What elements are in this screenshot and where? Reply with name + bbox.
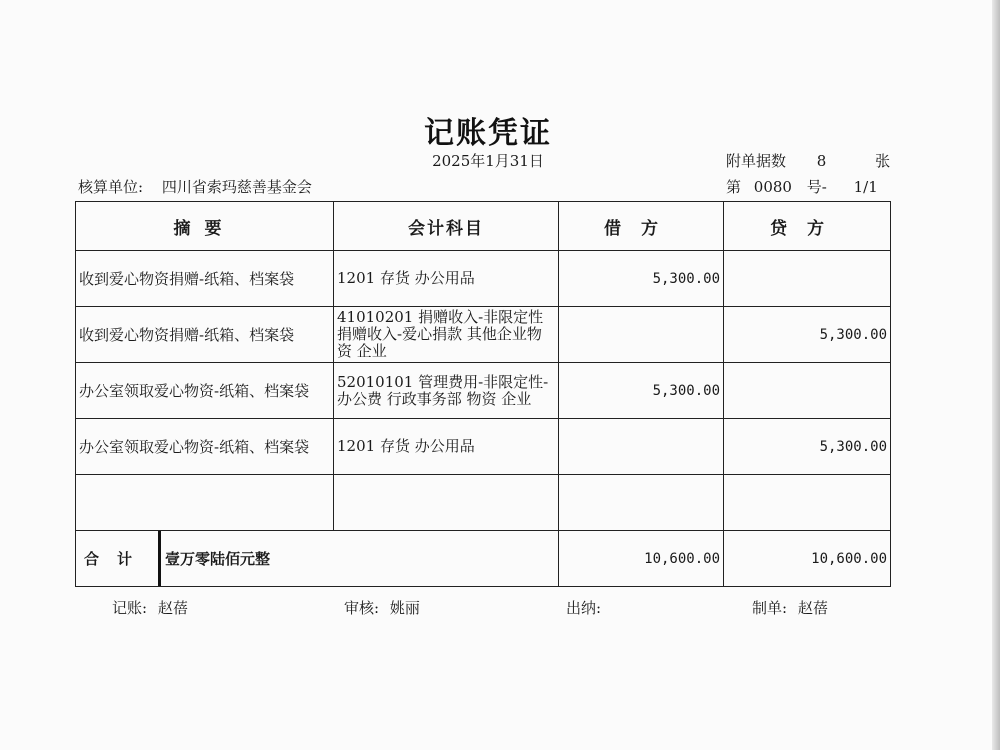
number-value: 0080 — [753, 178, 792, 196]
total-debit: 10,600.00 — [559, 531, 724, 587]
row-debit — [559, 307, 724, 363]
row-credit — [724, 251, 891, 307]
row-credit — [724, 363, 891, 419]
bookkeeper-label: 记账: — [112, 599, 148, 617]
total-cell — [76, 531, 559, 587]
voucher-table — [75, 201, 891, 587]
unit-label: 核算单位: — [78, 178, 144, 196]
header-debit: 借方 — [559, 202, 724, 251]
accounting-unit — [78, 176, 312, 197]
paper-edge — [992, 0, 1000, 750]
cashier-signature — [566, 597, 607, 618]
page-indicator: 1/1 — [853, 178, 878, 196]
header-credit: 贷方 — [724, 202, 891, 251]
row-credit — [724, 475, 891, 531]
table-row — [76, 307, 891, 363]
attachment-count — [726, 150, 890, 171]
attach-count-value: 8 — [816, 152, 827, 170]
total-row — [76, 531, 891, 587]
row-summary: 收到爱心物资捐赠-纸箱、档案袋 — [76, 251, 334, 307]
row-credit: 5,300.00 — [724, 419, 891, 475]
cashier-label: 出纳: — [566, 599, 602, 617]
row-account — [334, 475, 559, 531]
row-account: 1201 存货 办公用品 — [334, 419, 559, 475]
header-summary: 摘要 — [76, 202, 334, 251]
row-account: 1201 存货 办公用品 — [334, 251, 559, 307]
total-credit: 10,600.00 — [724, 531, 891, 587]
table-row — [76, 251, 891, 307]
row-summary: 办公室领取爱心物资-纸箱、档案袋 — [76, 419, 334, 475]
header-row — [76, 202, 891, 251]
table-row — [76, 419, 891, 475]
reviewer-signature — [344, 597, 420, 618]
total-amount-words: 壹万零陆佰元整 — [158, 531, 558, 586]
row-debit: 5,300.00 — [559, 251, 724, 307]
number-suffix: 号- — [806, 178, 827, 196]
row-debit — [559, 475, 724, 531]
attach-label: 附单据数 — [726, 152, 787, 170]
voucher-date: 2025年1月31日 — [432, 152, 544, 170]
preparer-signature — [752, 597, 828, 618]
voucher-title: 记账凭证 — [424, 116, 552, 151]
row-summary: 收到爱心物资捐赠-纸箱、档案袋 — [76, 307, 334, 363]
row-summary: 办公室领取爱心物资-纸箱、档案袋 — [76, 363, 334, 419]
table-row — [76, 475, 891, 531]
row-account: 52010101 管理费用-非限定性-办公费 行政事务部 物资 企业 — [334, 363, 559, 419]
attach-unit: 张 — [875, 152, 891, 170]
preparer-name: 赵蓓 — [797, 599, 828, 617]
bookkeeper-name: 赵蓓 — [157, 599, 188, 617]
unit-name: 四川省索玛慈善基金会 — [161, 178, 312, 196]
row-summary — [76, 475, 334, 531]
preparer-label: 制单: — [752, 599, 788, 617]
reviewer-name: 姚丽 — [389, 599, 420, 617]
total-label: 合计 — [83, 550, 150, 568]
voucher-number — [726, 176, 878, 197]
number-prefix: 第 — [726, 178, 742, 196]
row-credit: 5,300.00 — [724, 307, 891, 363]
bookkeeper-signature — [112, 597, 188, 618]
row-debit — [559, 419, 724, 475]
header-account: 会计科目 — [334, 202, 559, 251]
reviewer-label: 审核: — [344, 599, 380, 617]
row-account: 41010201 捐赠收入-非限定性捐赠收入-爱心捐款 其他企业物资 企业 — [334, 307, 559, 363]
row-debit: 5,300.00 — [559, 363, 724, 419]
table-row — [76, 363, 891, 419]
